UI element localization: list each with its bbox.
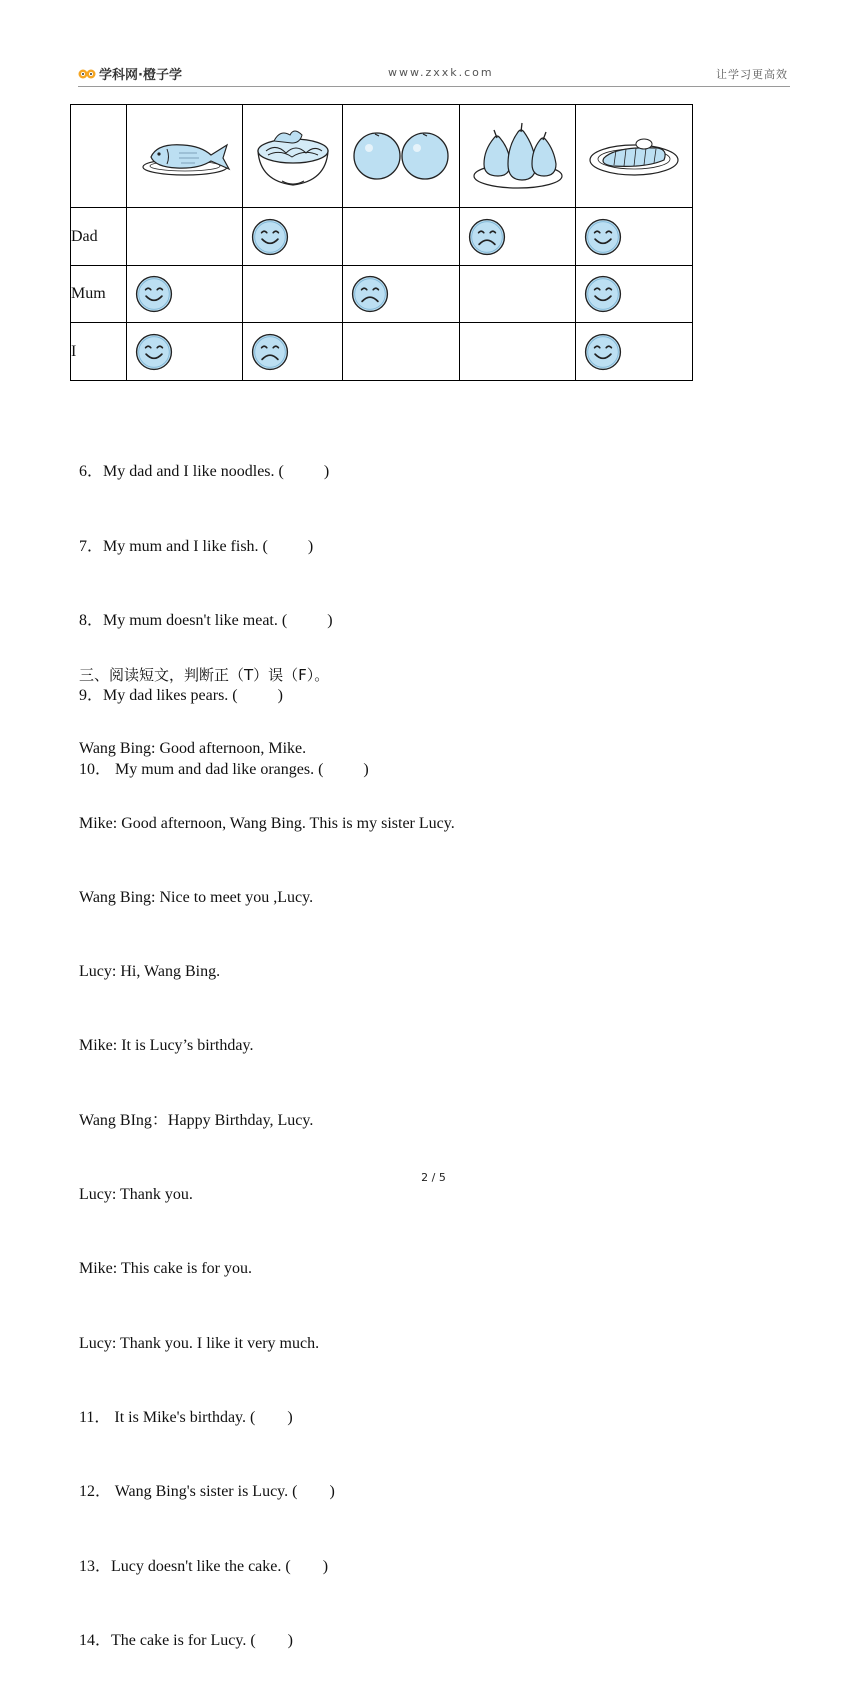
table-cell bbox=[243, 266, 343, 323]
meat-cell bbox=[576, 105, 693, 208]
question-9: 9．My dad likes pears. ( ) bbox=[79, 686, 283, 704]
smiley-face-icon bbox=[584, 333, 622, 371]
page-number: 2 / 5 bbox=[421, 1171, 446, 1184]
table-cell bbox=[127, 266, 243, 323]
oranges-icon bbox=[351, 128, 451, 184]
question-10: 10． My mum and dad like oranges. ( ) bbox=[79, 761, 369, 778]
table-row bbox=[71, 323, 693, 381]
row-label: I bbox=[71, 323, 127, 381]
row-label: Dad bbox=[71, 208, 127, 266]
question-8: 8．My mum doesn't like meat. ( ) bbox=[79, 612, 333, 629]
fish-icon bbox=[137, 131, 233, 181]
dialogue-line: Wang Bing: Nice to meet you ,Lucy. bbox=[79, 888, 314, 906]
sad-face-icon bbox=[468, 218, 506, 256]
oranges-cell bbox=[343, 105, 460, 208]
question-6: 6．My dad and I like noodles. ( ) bbox=[79, 463, 330, 480]
pears-cell bbox=[460, 105, 576, 208]
dialogue-line: Lucy: Hi, Wang Bing. bbox=[79, 963, 221, 981]
noodles-icon bbox=[252, 121, 334, 191]
dialogue-line: Mike: Good afternoon, Wang Bing. This is my sister Lucy. bbox=[79, 814, 455, 832]
table-cell bbox=[127, 208, 243, 266]
dialogue-line: Wang Bing: Good afternoon, Mike. bbox=[79, 740, 307, 758]
question-12: 12． Wang Bing's sister is Lucy. ( ) bbox=[79, 1483, 335, 1501]
table-cell bbox=[460, 266, 576, 323]
table-row bbox=[71, 266, 693, 323]
noodles-cell bbox=[243, 105, 343, 208]
question-11: 11． It is Mike's birthday. ( ) bbox=[79, 1408, 293, 1426]
smiley-face-icon bbox=[584, 275, 622, 313]
question-7: 7．My mum and I like fish. ( ) bbox=[79, 537, 314, 555]
dialogue-line: Wang BIng：Happy Birthday, Lucy. bbox=[79, 1111, 314, 1129]
table-cell bbox=[127, 323, 243, 381]
logo-text: 学科网·橙子学 bbox=[99, 68, 182, 83]
food-preference-table bbox=[70, 104, 693, 381]
page-header bbox=[78, 62, 790, 87]
dialogue-line: Lucy: Thank you. I like it very much. bbox=[79, 1334, 320, 1352]
sad-face-icon bbox=[351, 275, 389, 313]
smiley-face-icon bbox=[251, 218, 289, 256]
corner-cell bbox=[71, 105, 127, 208]
owl-logo-icon bbox=[78, 68, 96, 80]
table-cell bbox=[576, 208, 693, 266]
table-row bbox=[71, 208, 693, 266]
smiley-face-icon bbox=[135, 275, 173, 313]
table-cell bbox=[343, 208, 460, 266]
table-cell bbox=[243, 208, 343, 266]
row-label: Mum bbox=[71, 266, 127, 323]
meat-icon bbox=[586, 130, 682, 182]
dialogue-line: Mike: It is Lucy’s birthday. bbox=[79, 1037, 254, 1055]
question-13: 13．Lucy doesn't like the cake. ( ) bbox=[79, 1557, 329, 1575]
pears-icon bbox=[470, 120, 566, 192]
table-cell bbox=[460, 323, 576, 381]
sad-face-icon bbox=[251, 333, 289, 371]
dialogue-line: Lucy: Thank you. bbox=[79, 1186, 193, 1204]
site-slogan: 让学习更高效 bbox=[716, 68, 788, 81]
table-header-row bbox=[71, 105, 693, 208]
site-url: www.zxxk.com bbox=[388, 66, 494, 79]
section-3 bbox=[79, 625, 455, 1685]
table-cell bbox=[343, 323, 460, 381]
section-3-title: 三、阅读短文，判断正（T）误（F）。 bbox=[79, 666, 330, 684]
smiley-face-icon bbox=[584, 218, 622, 256]
dialogue-line: Mike: This cake is for you. bbox=[79, 1260, 253, 1278]
table-cell bbox=[460, 208, 576, 266]
question-14: 14．The cake is for Lucy. ( ) bbox=[79, 1631, 294, 1649]
table-cell bbox=[243, 323, 343, 381]
table-cell bbox=[576, 323, 693, 381]
table-cell bbox=[343, 266, 460, 323]
table-cell bbox=[576, 266, 693, 323]
fish-cell bbox=[127, 105, 243, 208]
site-logo bbox=[78, 64, 182, 83]
smiley-face-icon bbox=[135, 333, 173, 371]
